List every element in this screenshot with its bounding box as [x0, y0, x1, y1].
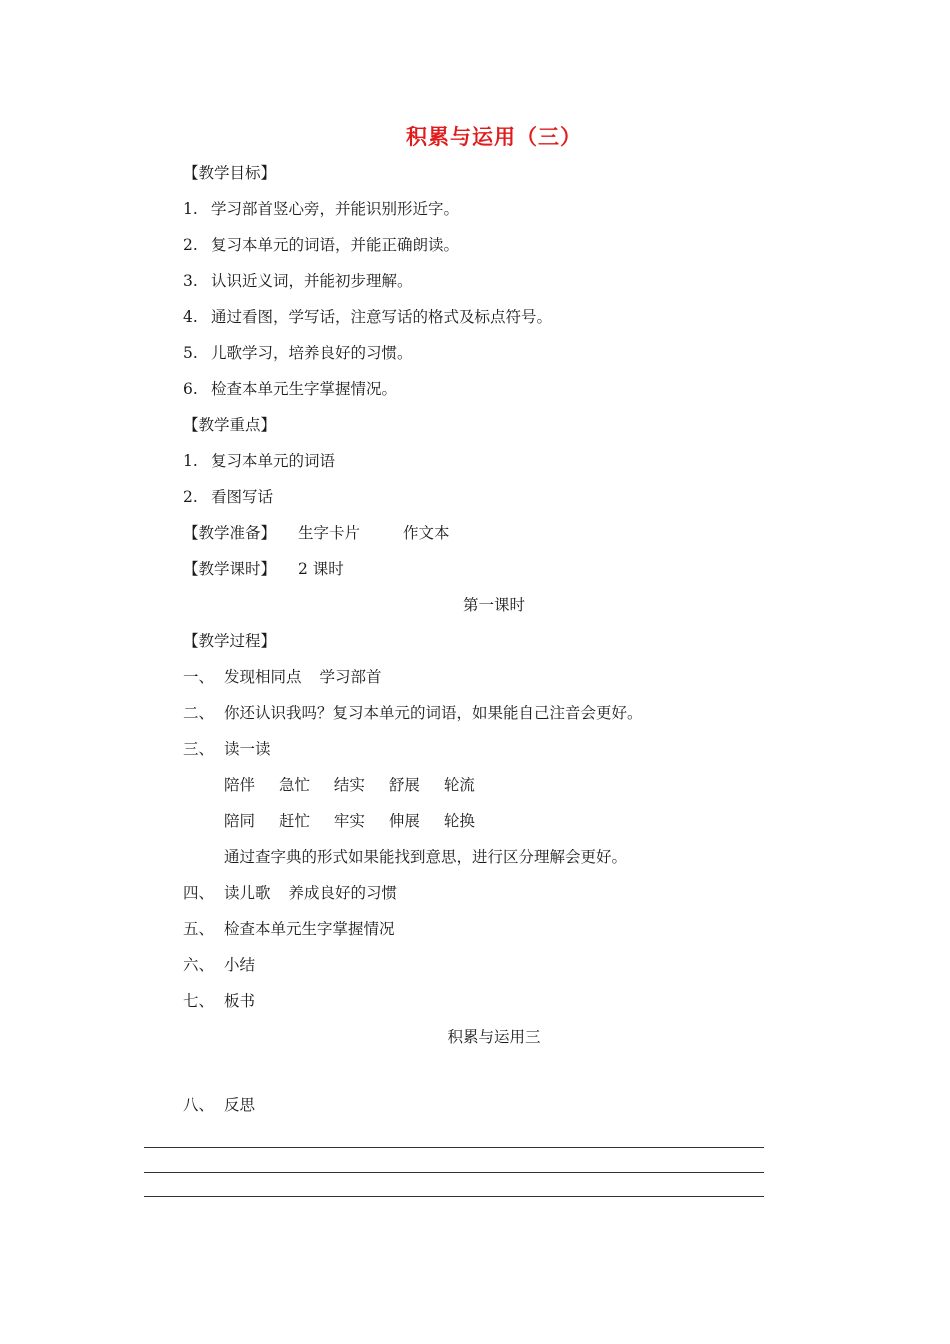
process-heading: 【教学过程】: [183, 632, 277, 650]
reflection-line: [144, 1172, 764, 1173]
process-step: [183, 955, 255, 975]
process-step: [183, 991, 255, 1011]
word: 伸展: [388, 812, 420, 830]
step-number: 五、: [183, 920, 215, 938]
keypoint-item: [183, 451, 335, 471]
step-number: 六、: [183, 956, 215, 974]
hours-value: 2 课时: [298, 560, 344, 578]
process-step: [183, 703, 643, 723]
objective-item: [183, 199, 459, 219]
word: 陪同: [224, 812, 256, 830]
objectives-heading: 【教学目标】: [183, 164, 277, 182]
step-text: 反思: [224, 1096, 256, 1114]
document-title: 积累与运用（三）: [406, 124, 582, 149]
keypoint-item: [183, 487, 273, 507]
objective-item: [183, 379, 397, 399]
step-text: 发现相同点: [224, 668, 302, 686]
objective-item: [183, 307, 552, 327]
word: 急忙: [278, 776, 310, 794]
keypoints-heading: 【教学重点】: [183, 416, 277, 434]
item-text: 复习本单元的词语: [211, 452, 336, 470]
step-text: 养成良好的习惯: [288, 884, 398, 902]
word: 舒展: [388, 776, 420, 794]
preparation-item: 生字卡片: [298, 524, 361, 542]
step-text: 检查本单元生字掌握情况: [224, 920, 395, 938]
objective-item: [183, 343, 413, 363]
hours-heading: 【教学课时】: [183, 560, 277, 578]
step-number: 四、: [183, 884, 215, 902]
word-row: [224, 811, 475, 831]
process-step: [183, 667, 382, 687]
step-number: 二、: [183, 704, 215, 722]
process-step: [183, 1095, 255, 1115]
item-text: 通过看图，学写话，注意写话的格式及标点符号。: [211, 308, 553, 326]
step-text: 读儿歌: [224, 884, 271, 902]
item-number: 2.: [183, 488, 198, 506]
lesson-title: 第一课时: [462, 596, 525, 614]
read-note: 通过查字典的形式如果能找到意思，进行区分理解会更好。: [224, 848, 628, 866]
step-text: 读一读: [224, 740, 271, 758]
item-text: 认识近义词，并能初步理解。: [211, 272, 413, 290]
word: 赶忙: [278, 812, 310, 830]
word: 轮流: [443, 776, 475, 794]
item-number: 2.: [183, 236, 198, 254]
process-step: [183, 739, 271, 759]
process-step: [183, 919, 395, 939]
word: 轮换: [443, 812, 475, 830]
step-number: 三、: [183, 740, 215, 758]
step-text: 学习部首: [319, 668, 382, 686]
objective-item: [183, 235, 459, 255]
item-text: 学习部首竖心旁，并能识别形近字。: [211, 200, 460, 218]
step-text: 你还认识我吗？复习本单元的词语，如果能自己注音会更好。: [224, 704, 643, 722]
reflection-line: [144, 1147, 764, 1148]
step-text: 板书: [224, 992, 256, 1010]
reflection-line: [144, 1196, 764, 1197]
hours-line: [183, 559, 344, 579]
item-text: 检查本单元生字掌握情况。: [211, 380, 398, 398]
preparation-item: 作文本: [403, 524, 450, 542]
item-text: 儿歌学习，培养良好的习惯。: [211, 344, 413, 362]
word: 牢实: [333, 812, 365, 830]
word: 陪伴: [224, 776, 256, 794]
step-number: 八、: [183, 1096, 215, 1114]
step-number: 一、: [183, 668, 215, 686]
item-number: 5.: [183, 344, 198, 362]
item-number: 3.: [183, 272, 198, 290]
item-number: 1.: [183, 452, 198, 470]
step-text: 小结: [224, 956, 256, 974]
word: 结实: [333, 776, 365, 794]
board-title: 积累与运用三: [447, 1028, 541, 1046]
item-text: 看图写话: [211, 488, 274, 506]
preparation-heading: 【教学准备】: [183, 524, 277, 542]
objective-item: [183, 271, 413, 291]
item-number: 6.: [183, 380, 198, 398]
word-row: [224, 775, 475, 795]
item-number: 1.: [183, 200, 198, 218]
process-step: [183, 883, 397, 903]
step-number: 七、: [183, 992, 215, 1010]
item-number: 4.: [183, 308, 198, 326]
preparation-line: [183, 523, 450, 543]
item-text: 复习本单元的词语，并能正确朗读。: [211, 236, 460, 254]
